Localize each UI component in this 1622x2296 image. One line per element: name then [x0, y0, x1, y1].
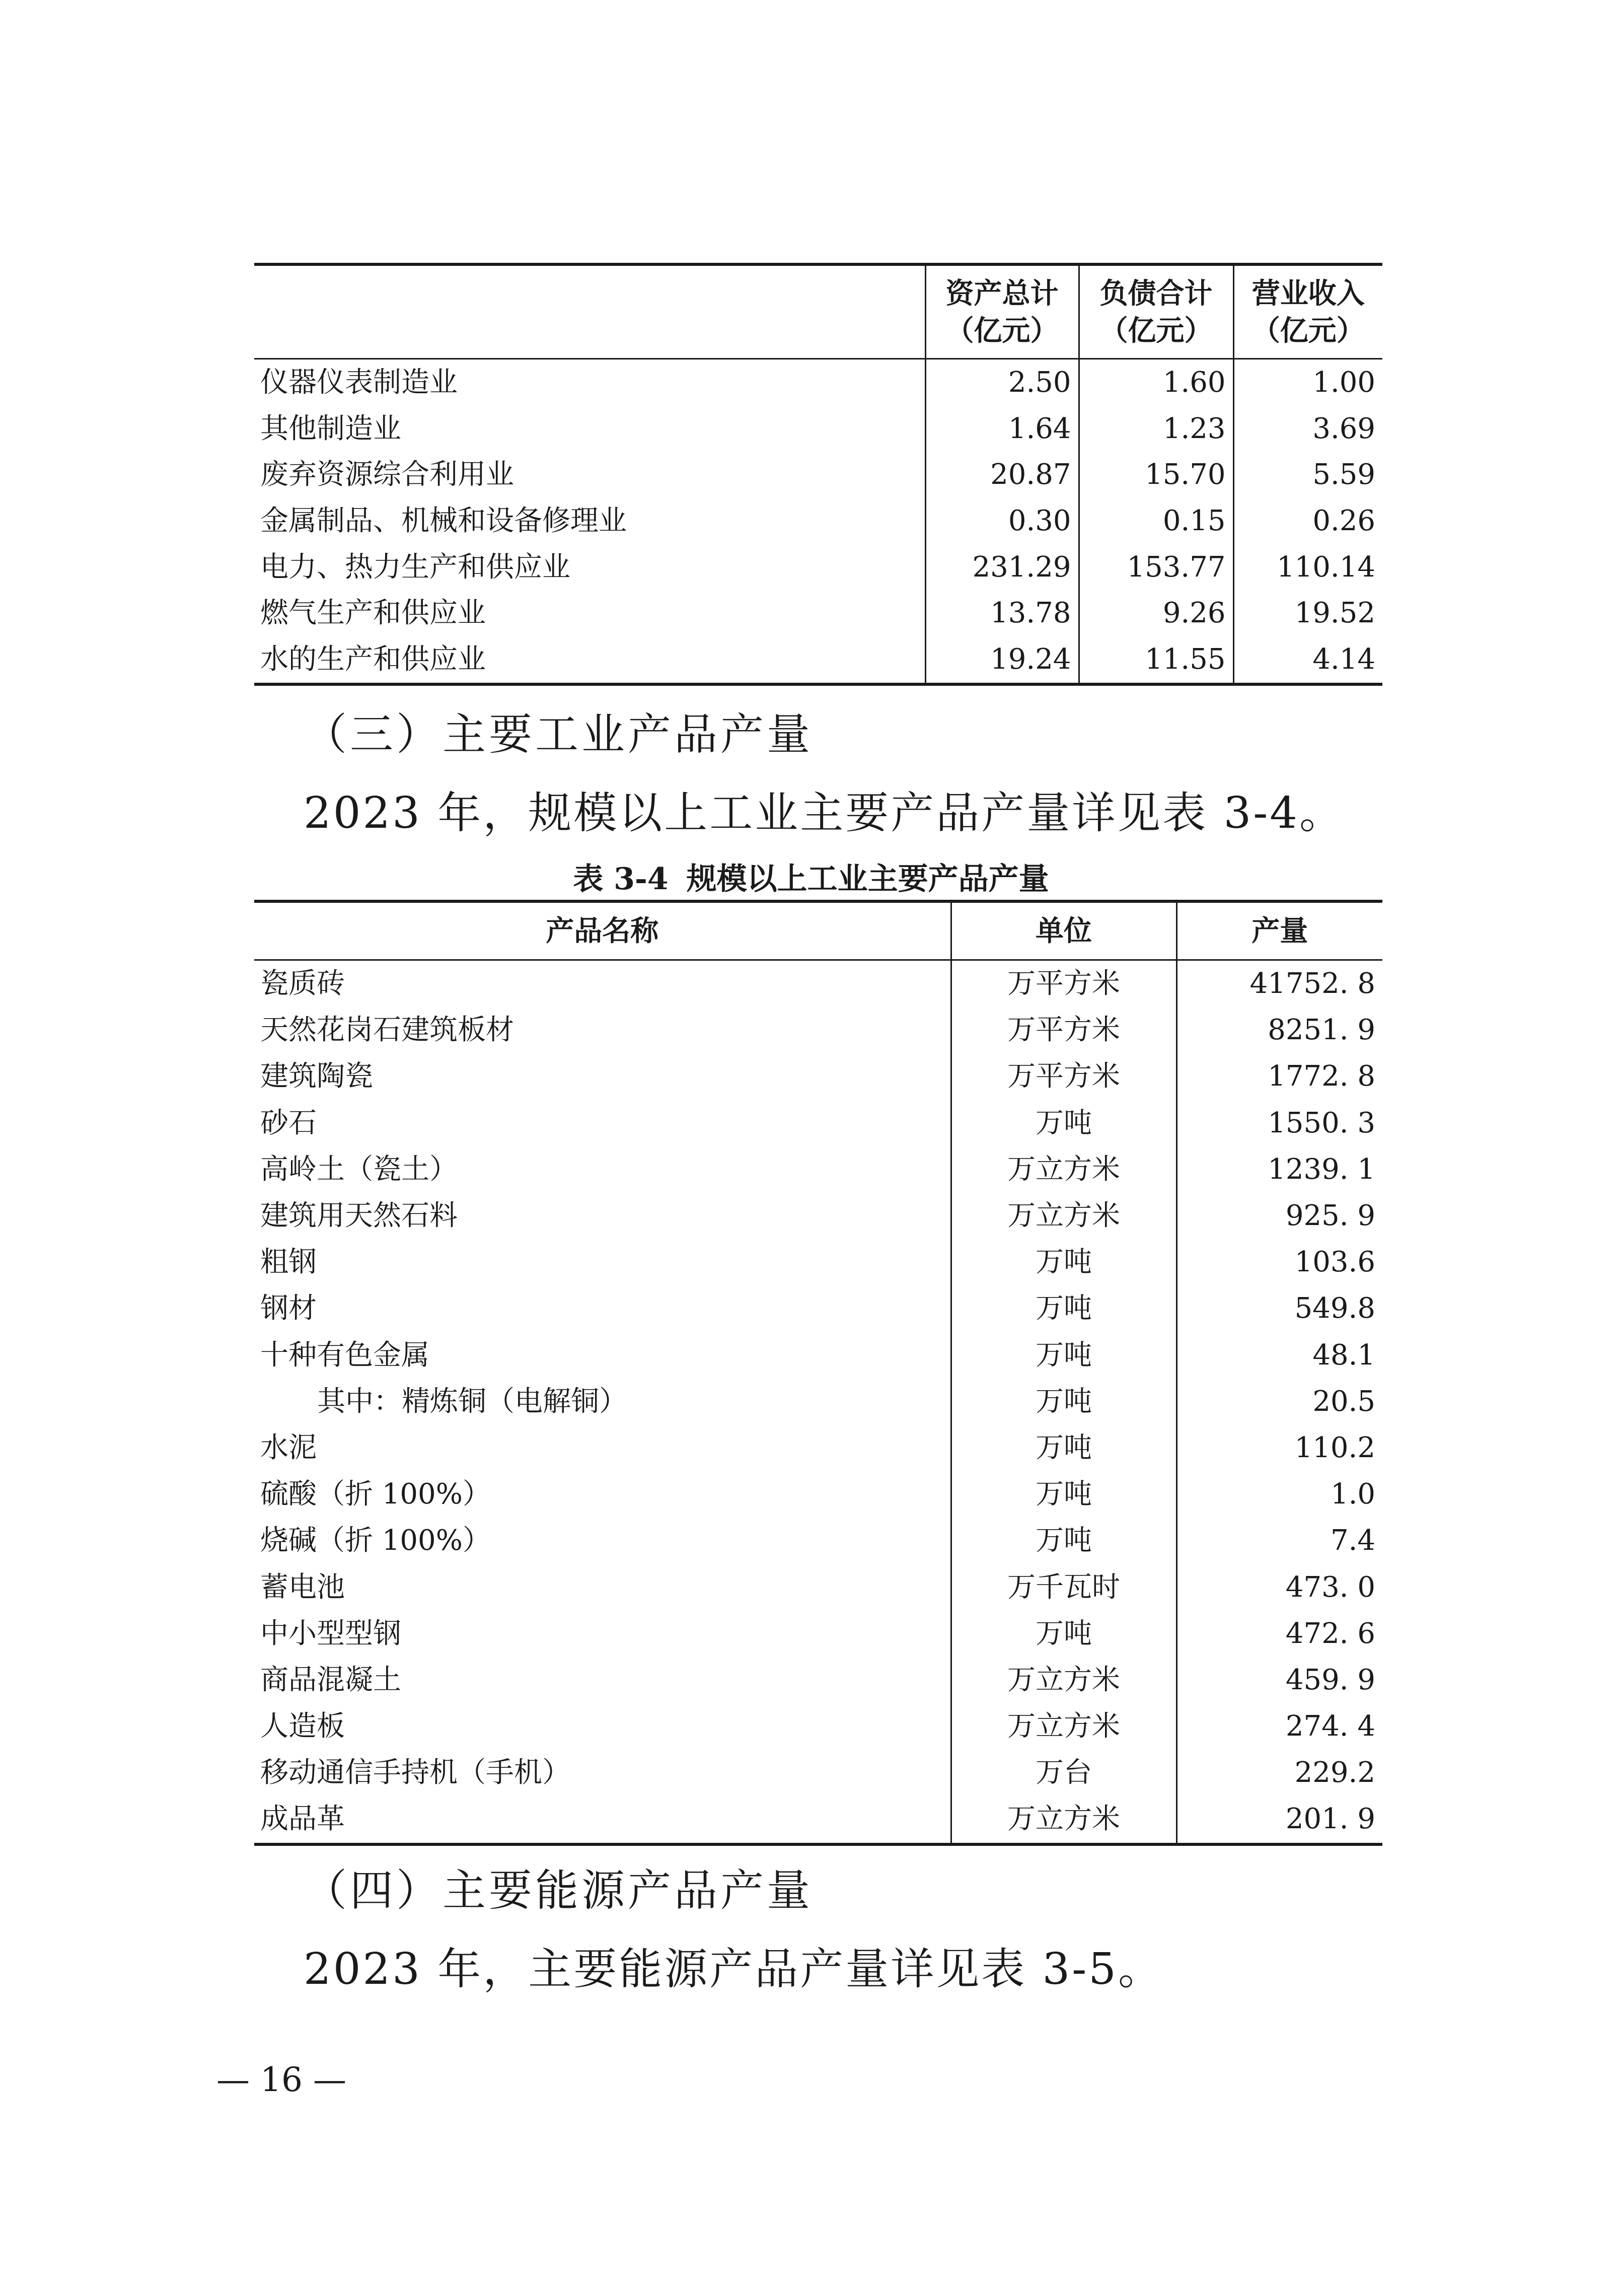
table-row — [254, 1796, 1382, 1844]
assets-value: 231.29 — [925, 544, 1079, 591]
product-name: 瓷质砖 — [260, 967, 345, 1000]
product-output: 925. 9 — [1176, 1193, 1382, 1239]
table-caption — [0, 862, 1622, 897]
table-caption-title: 规模以上工业主要产品产量 — [686, 862, 1049, 897]
product-name: 钢材 — [260, 1292, 317, 1325]
section-paragraph-energy-products: 2023 年，主要能源产品产量详见表 3-5。 — [304, 1944, 1164, 1994]
liabilities-value: 11.55 — [1079, 636, 1233, 684]
product-name: 粗钢 — [260, 1246, 317, 1279]
product-name: 高岭土（瓷土） — [260, 1153, 458, 1186]
table-row — [254, 960, 1382, 1008]
product-output: 103.6 — [1176, 1239, 1382, 1285]
header-assets: 资产总计 （亿元） — [925, 264, 1079, 359]
product-output: 7.4 — [1176, 1518, 1382, 1564]
product-unit: 万吨 — [951, 1285, 1176, 1332]
section-heading-energy-products: （四）主要能源产品产量 — [304, 1866, 813, 1916]
industry-name: 水的生产和供应业 — [260, 642, 486, 676]
product-output: 1550. 3 — [1176, 1100, 1382, 1146]
product-output: 229.2 — [1176, 1750, 1382, 1796]
product-name: 建筑用天然石料 — [260, 1199, 458, 1233]
table-row — [254, 1332, 1382, 1379]
product-name: 烧碱（折 100%） — [260, 1524, 491, 1557]
header-liabilities: 负债合计 （亿元） — [1079, 264, 1233, 359]
assets-value: 0.30 — [925, 498, 1079, 544]
product-unit: 万吨 — [951, 1471, 1176, 1518]
table-row — [254, 1564, 1382, 1610]
product-name: 其中：精炼铜（电解铜） — [317, 1385, 627, 1418]
header-revenue: 营业收入 （亿元） — [1233, 264, 1382, 359]
liabilities-value: 15.70 — [1079, 452, 1233, 498]
table-row — [254, 1750, 1382, 1796]
revenue-value: 0.26 — [1233, 498, 1382, 544]
product-unit: 万吨 — [951, 1425, 1176, 1471]
product-unit: 万立方米 — [951, 1796, 1176, 1844]
revenue-value: 110.14 — [1233, 544, 1382, 591]
product-unit: 万平方米 — [951, 1007, 1176, 1053]
industry-name: 金属制品、机械和设备修理业 — [260, 504, 627, 537]
table-header-row — [254, 901, 1382, 960]
liabilities-value: 153.77 — [1079, 544, 1233, 591]
product-output: 1.0 — [1176, 1471, 1382, 1518]
table-row — [254, 1100, 1382, 1146]
assets-value: 1.64 — [925, 406, 1079, 452]
product-unit: 万平方米 — [951, 960, 1176, 1008]
product-output: 549.8 — [1176, 1285, 1382, 1332]
assets-value: 19.24 — [925, 636, 1079, 684]
section-heading-main-products: （三）主要工业产品产量 — [304, 709, 813, 760]
product-output: 274. 4 — [1176, 1703, 1382, 1750]
product-unit: 万立方米 — [951, 1703, 1176, 1750]
liabilities-value: 0.15 — [1079, 498, 1233, 544]
industry-name: 其他制造业 — [260, 412, 401, 445]
table-row — [254, 1285, 1382, 1332]
liabilities-value: 9.26 — [1079, 590, 1233, 636]
industry-finance-table — [254, 263, 1382, 686]
product-output: 1239. 1 — [1176, 1146, 1382, 1193]
table-row — [254, 544, 1382, 591]
table-row — [254, 1193, 1382, 1239]
product-output: 20.5 — [1176, 1379, 1382, 1425]
header-product-name: 产品名称 — [254, 901, 951, 960]
header-industry — [254, 264, 925, 359]
product-output: 459. 9 — [1176, 1657, 1382, 1703]
table-row — [254, 1053, 1382, 1100]
table-row — [254, 1703, 1382, 1750]
product-output: 110.2 — [1176, 1425, 1382, 1471]
table-row — [254, 406, 1382, 452]
table-row — [254, 1471, 1382, 1518]
product-output: 201. 9 — [1176, 1796, 1382, 1844]
product-output: 41752. 8 — [1176, 960, 1382, 1008]
table-row — [254, 452, 1382, 498]
table-row — [254, 498, 1382, 544]
table-row — [254, 1146, 1382, 1193]
table-row — [254, 590, 1382, 636]
table-row — [254, 636, 1382, 684]
revenue-value: 19.52 — [1233, 590, 1382, 636]
table-header-row — [254, 264, 1382, 359]
product-name: 天然花岗石建筑板材 — [260, 1014, 514, 1047]
table-row — [254, 1379, 1382, 1425]
section-paragraph-main-products: 2023 年，规模以上工业主要产品产量详见表 3-4。 — [304, 788, 1345, 838]
product-unit: 万吨 — [951, 1239, 1176, 1285]
table-row — [254, 1611, 1382, 1657]
industry-name: 废弃资源综合利用业 — [260, 458, 514, 491]
product-unit: 万吨 — [951, 1518, 1176, 1564]
product-unit: 万平方米 — [951, 1053, 1176, 1100]
table-row — [254, 1518, 1382, 1564]
product-name: 水泥 — [260, 1431, 317, 1464]
product-name: 十种有色金属 — [260, 1338, 429, 1372]
product-output: 1772. 8 — [1176, 1053, 1382, 1100]
product-name: 成品革 — [260, 1803, 345, 1836]
table-caption-number: 表 3-4 — [573, 862, 669, 897]
liabilities-value: 1.60 — [1079, 359, 1233, 406]
table-row — [254, 359, 1382, 406]
revenue-value: 1.00 — [1233, 359, 1382, 406]
table-row — [254, 1007, 1382, 1053]
product-name: 硫酸（折 100%） — [260, 1478, 491, 1511]
product-name: 建筑陶瓷 — [260, 1060, 373, 1093]
product-name: 蓄电池 — [260, 1570, 345, 1604]
assets-value: 13.78 — [925, 590, 1079, 636]
product-output-table — [254, 900, 1382, 1846]
product-unit: 万吨 — [951, 1379, 1176, 1425]
product-output: 473. 0 — [1176, 1564, 1382, 1610]
product-output: 8251. 9 — [1176, 1007, 1382, 1053]
table-row — [254, 1657, 1382, 1703]
product-unit: 万吨 — [951, 1100, 1176, 1146]
assets-value: 2.50 — [925, 359, 1079, 406]
product-unit: 万千瓦时 — [951, 1564, 1176, 1610]
product-name: 商品混凝土 — [260, 1663, 401, 1696]
product-output: 48.1 — [1176, 1332, 1382, 1379]
header-unit: 单位 — [951, 901, 1176, 960]
revenue-value: 3.69 — [1233, 406, 1382, 452]
industry-name: 仪器仪表制造业 — [260, 366, 458, 399]
product-name: 移动通信手持机（手机） — [260, 1756, 570, 1789]
product-name: 中小型型钢 — [260, 1617, 401, 1650]
product-unit: 万立方米 — [951, 1146, 1176, 1193]
assets-value: 20.87 — [925, 452, 1079, 498]
product-unit: 万立方米 — [951, 1193, 1176, 1239]
product-unit: 万立方米 — [951, 1657, 1176, 1703]
product-name: 人造板 — [260, 1710, 345, 1743]
revenue-value: 5.59 — [1233, 452, 1382, 498]
industry-name: 电力、热力生产和供应业 — [260, 550, 570, 584]
table-row — [254, 1425, 1382, 1471]
header-output: 产量 — [1176, 901, 1382, 960]
product-name: 砂石 — [260, 1106, 317, 1139]
product-unit: 万吨 — [951, 1611, 1176, 1657]
industry-name: 燃气生产和供应业 — [260, 597, 486, 630]
table-row — [254, 1239, 1382, 1285]
product-output: 472. 6 — [1176, 1611, 1382, 1657]
revenue-value: 4.14 — [1233, 636, 1382, 684]
product-unit: 万吨 — [951, 1332, 1176, 1379]
liabilities-value: 1.23 — [1079, 406, 1233, 452]
product-unit: 万台 — [951, 1750, 1176, 1796]
page-number: — 16 — — [216, 2060, 346, 2099]
